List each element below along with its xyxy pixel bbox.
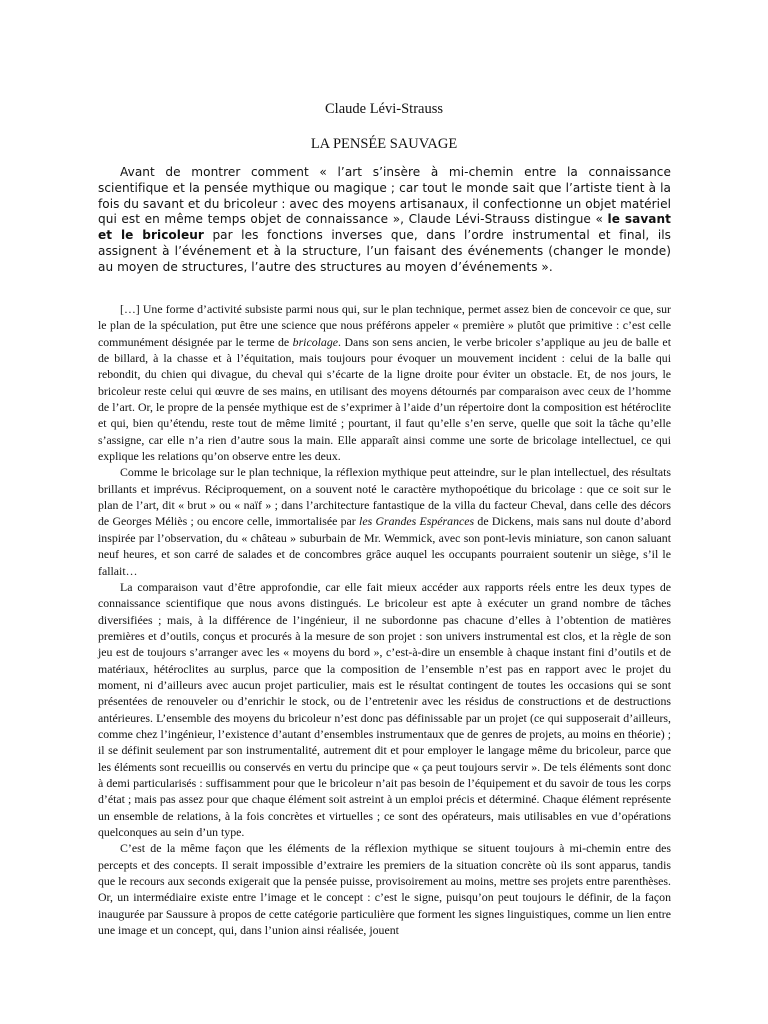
intro-paragraph (98, 165, 671, 276)
body-paragraph-4: C’est de la même façon que les éléments de la réflexion mythique se situent toujours à mi-chemin entre des percepts et des concepts. Il serait impossible d’extraire les premiers de la situation concrète où ils sont apparus, tandis que le recours aux seconds exigerait que la pensée puisse, provisoirement au moins, mettre ses projets entre parenthèses. Or, un intermédiaire existe entre l’image et le concept : c’est le signe, puisqu’on peut toujours le définir, de la façon inaugurée par Saussure à propos de cette catégorie particulière que forment les signes linguistiques, comme un lien entre une image et un concept, qui, dans l’union ainsi réalisée, jouent (98, 841, 671, 938)
body-paragraph-3: La comparaison vaut d’être approfondie, car elle fait mieux accéder aux rapports réels entre les deux types de connaissance scientifique que nous avons distingués. Le bricoleur est apte à exécuter un grand nombre de tâches diversifiées ; mais, à la différence de l’ingénieur, il ne subordonne pas chacune d’elles à l’obtention de matières premières et d’outils, conçus et procurés à la mesure de son projet : son univers instrumental est clos, et la règle de son jeu est de toujours s’arranger avec les « moyens du bord », c’est-à-dire un ensemble à chaque instant fini d’outils et de matériaux, hétéroclites au surplus, parce que la composition de l’ensemble n’est pas en rapport avec le projet du moment, ni d’ailleurs avec aucun projet particulier, mais est le résultat contingent de toutes les occasions qui se sont présentées de renouveler ou d’enrichir le stock, ou de l’entretenir avec les résidus de constructions et de destructions antérieures. L’ensemble des moyens du bricoleur n’est donc pas définissable par un projet (ce qui supposerait d’ailleurs, comme chez l’ingénieur, l’existence d’autant d’ensembles instrumentaux que de genres de projets, au moins en théorie) ; il se définit seulement par son instrumentalité, autrement dit et pour employer le langage même du bricoleur, parce que les éléments sont recueillis ou conservés en vertu du principe que « ça peut toujours servir ». De tels éléments sont donc à demi particularisés : suffisamment pour que le bricoleur n’ait pas besoin de l’équipement et du savoir de tous les corps d’état ; mais pas assez pour que chaque élément soit astreint à un emploi précis et déterminé. Chaque élément représente un ensemble de relations, à la fois concrètes et virtuelles ; ce sont des opérateurs, mais utilisables en vue d’opérations quelconques au sein d’un type. (98, 579, 671, 839)
p1-text-end: . Dans son sens ancien, le verbe bricoler s’applique au jeu de balle et de billard, à la chasse et à l’équitation, mais toujours pour évoquer un mouvement incident : celui de la balle qui rebondit, du chien qui divague, du cheval qui s’écarte de la ligne droite pour éviter un obstacle. Et, de nos jours, le bricoleur reste celui qui œuvre de ses mains, en utilisant des moyens détournés par comparaison avec ceux de l’homme de l’art. Or, le propre de la pensée mythique est de s’exprimer à l’aide d’un répertoire dont la composition est hétéroclite et qui, bien qu’étendu, reste tout de même limité ; pourtant, il faut qu’elle s’en serve, quelle que soit la tâche qu’elle s’assigne, car elle n’a rien d’autre sous la main. Elle apparaît ainsi comme une sorte de bricolage intellectuel, ce qui explique les relations qu’on observe entre les deux. (98, 334, 671, 464)
p1-text-start: […] Une forme d’activité subsiste parmi nous qui, sur le plan technique, permet assez bien de concevoir ce que, sur le plan de la spéculation, put être une science que nous préférons appeler « première » plutôt que primitive : c’est celle communément désignée par le terme de (98, 302, 671, 349)
intro-text-end: par les fonctions inverses que, dans l’ordre instrumental et final, ils assignent à l’événement et à la structure, l’un faisant des événements (changer le monde) au moyen de structures, l’autre des structures au moyen d’événements ». (98, 228, 671, 274)
document-title: LA PENSÉE SAUVAGE (310, 136, 458, 152)
body-paragraph-2 (98, 464, 671, 578)
p1-italic-term: bricolage (292, 334, 339, 349)
p2-text-start: Comme le bricolage sur le plan technique, la réflexion mythique peut atteindre, sur le plan intellectuel, des résultats brillants et imprévus. Réciproquement, on a souvent noté le caractère mythopoétique du bricolage : que ce soit sur le plan de l’art, dit « brut » ou « naïf » ; dans l’architecture fantastique de la villa du facteur Cheval, dans celle des décors de Georges Méliès ; ou encore celle, immortalisée par (98, 465, 671, 529)
author-name: Claude Lévi-Strauss (325, 101, 443, 117)
intro-bold-phrase: le savant et le bricoleur (98, 212, 671, 243)
p2-text-end: de Dickens, mais sans nul doute d’abord inspirée par l’observation, du « château » suburbain de Mr. Wemmick, avec son pont-levis miniature, son canon saluant neuf heures, et son carré de salades et de concombres grâce auquel les occupants pourraient soutenir un siège, s’il le fallait… (98, 514, 671, 578)
p2-italic-title: les Grandes Espérances (359, 514, 475, 529)
intro-text-start: Avant de montrer comment « l’art s’insère à mi-chemin entre la connaissance scientifique et la pensée mythique ou magique ; car tout le monde sait que l’artiste tient à la fois du savant et du bricoleur : avec des moyens artisanaux, il confectionne un objet matériel qui est en même temps objet de connaissance », Claude Lévi-Strauss distingue « (98, 165, 671, 227)
body-paragraph-1 (98, 301, 671, 464)
body-text (98, 301, 671, 938)
